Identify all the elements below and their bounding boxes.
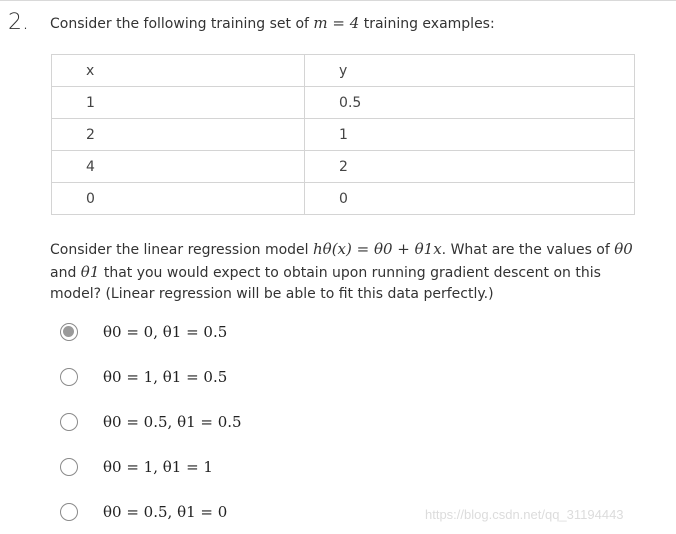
table-row — [52, 119, 635, 151]
radio-button[interactable] — [60, 503, 78, 521]
radio-button[interactable] — [60, 368, 78, 386]
cell-x: 2 — [52, 119, 305, 151]
model-formula: hθ(x) = θ0 + θ1x — [313, 240, 442, 258]
training-set-table — [51, 54, 635, 215]
radio-button[interactable] — [60, 458, 78, 476]
desc-part3: and — [50, 264, 81, 281]
cell-y: 1 — [305, 119, 635, 151]
answer-option-2[interactable] — [60, 364, 227, 390]
theta0-symbol: θ0 — [614, 240, 633, 258]
option-label: θ0 = 0.5, θ1 = 0.5 — [103, 413, 242, 431]
table-row — [52, 151, 635, 183]
header-y: y — [305, 55, 635, 87]
question-description — [50, 239, 640, 306]
intro-math: m = 4 — [313, 14, 360, 32]
question-number: 2. — [8, 10, 29, 35]
theta1-symbol: θ1 — [80, 262, 100, 281]
desc-part1: Consider the linear regression model — [50, 242, 313, 258]
answer-option-4[interactable] — [60, 454, 213, 480]
table-row — [52, 87, 635, 119]
cell-x: 4 — [52, 151, 305, 183]
cell-x: 1 — [52, 87, 305, 119]
option-label: θ0 = 1, θ1 = 1 — [103, 458, 213, 476]
table-row — [52, 183, 635, 215]
option-label: θ0 = 1, θ1 = 0.5 — [103, 368, 228, 386]
answer-option-1[interactable] — [60, 319, 227, 345]
table-header-row — [52, 55, 635, 87]
radio-button-selected[interactable] — [60, 323, 78, 341]
watermark: https://blog.csdn.net/qq_31194443 — [425, 507, 624, 522]
cell-y: 0 — [305, 183, 635, 215]
radio-button[interactable] — [60, 413, 78, 431]
desc-part4: that you would expect to obtain upon running gradient descent on this model? (Linear regression will be able to fit this data perfectly.) — [50, 264, 601, 302]
desc-part2: . What are the values of — [441, 242, 615, 258]
option-label: θ0 = 0.5, θ1 = 0 — [103, 503, 228, 521]
answer-option-5[interactable] — [60, 499, 227, 525]
intro-suffix: training examples: — [359, 16, 495, 32]
top-divider — [0, 0, 676, 8]
question-intro — [50, 14, 495, 32]
intro-prefix: Consider the following training set of — [50, 16, 314, 32]
cell-y: 0.5 — [305, 87, 635, 119]
answer-option-3[interactable] — [60, 409, 242, 435]
cell-x: 0 — [52, 183, 305, 215]
cell-y: 2 — [305, 151, 635, 183]
header-x: x — [52, 55, 305, 87]
option-label: θ0 = 0, θ1 = 0.5 — [103, 323, 228, 341]
